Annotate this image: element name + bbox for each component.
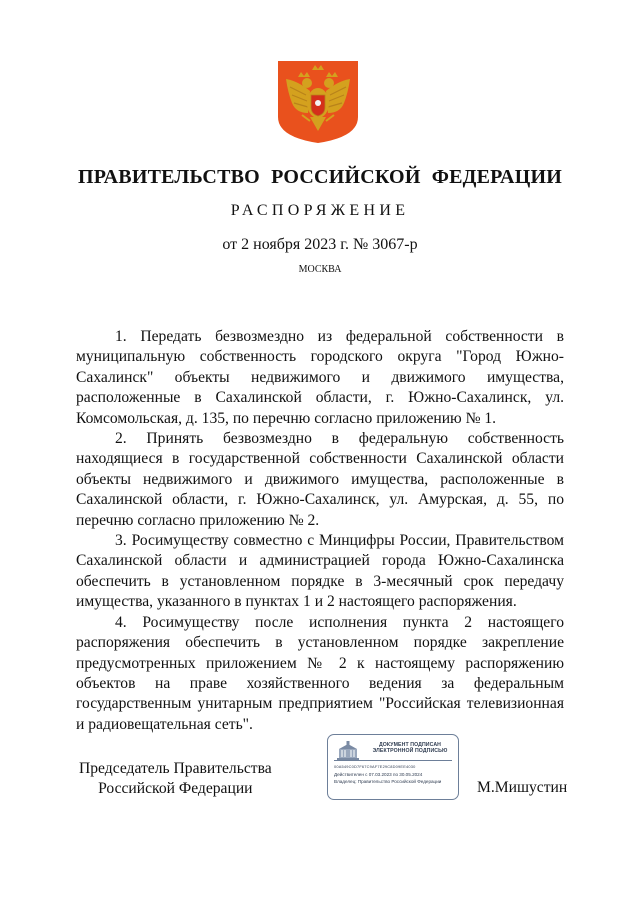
government-building-icon	[335, 741, 361, 761]
government-title: ПРАВИТЕЛЬСТВО РОССИЙСКОЙ ФЕДЕРАЦИИ	[78, 166, 562, 188]
document-type: РАСПОРЯЖЕНИЕ	[230, 202, 410, 219]
stamp-owner: Владелец: Правительство Российской Федерации	[334, 779, 442, 784]
stamp-heading	[364, 742, 456, 755]
coat-of-arms-icon	[274, 57, 362, 145]
signatory-position-line1: Председатель Правительства	[79, 760, 272, 777]
order-paragraph-4: 4. Росимуществу после исполнения пункта 2 настоящего распоряжения обеспечить в установленном порядке закрепление предусмотренных приложением № 2 к настоящему распоряжению объектов на праве хозяйственного ведения за федеральным государственным унитарным предприятием "Российская телевизионная и радиовещательная сеть".	[76, 613, 564, 733]
document-city: МОСКВА	[298, 264, 342, 275]
signatory-name: М.Мишустин	[477, 779, 568, 796]
stamp-certificate: 00A549C0D7F67C9AF7E29C8D09EE4030	[334, 764, 416, 769]
order-paragraph-3: 3. Росимуществу совместно с Минцифры России, Правительством Сахалинской области и администрацией города Южно-Сахалинска обеспечить в установленном порядке в 3-месячный срок передачу имущества, указанного в пунктах 1 и 2 настоящего распоряжения.	[76, 532, 564, 611]
signatory-position	[79, 759, 272, 800]
stamp-divider	[334, 760, 452, 761]
order-paragraph-2: 2. Принять безвозмездно в федеральную собственность находящиеся в государственной собственности Сахалинской области объекты недвижимого и движимого имущества, расположенные в Сахалинской области, г. Южно-Сахалинск, ул. Амурская, д. 55, по перечню согласно приложению № 2.	[76, 430, 564, 529]
order-body	[76, 327, 564, 735]
order-paragraph-1: 1. Передать безвозмездно из федеральной собственности в муниципальную собственность городского округа "Город Южно-Сахалинск" объекты недвижимого и движимого имущества, расположенные в Сахалинской области, г. Южно-Сахалинск, ул. Комсомольская, д. 135, по перечню согласно приложению № 1.	[76, 328, 564, 427]
signatory-position-line2: Российской Федерации	[98, 780, 253, 798]
stamp-heading-line2: ЭЛЕКТРОННОЙ ПОДПИСЬЮ	[372, 748, 448, 755]
stamp-validity: Действителен с 07.03.2023 по 30.05.2024	[334, 772, 423, 777]
document-date-number: от 2 ноября 2023 г. № 3067-р	[222, 236, 418, 253]
electronic-signature-stamp	[327, 734, 459, 800]
stamp-heading-line1: ДОКУМЕНТ ПОДПИСАН	[378, 742, 442, 748]
